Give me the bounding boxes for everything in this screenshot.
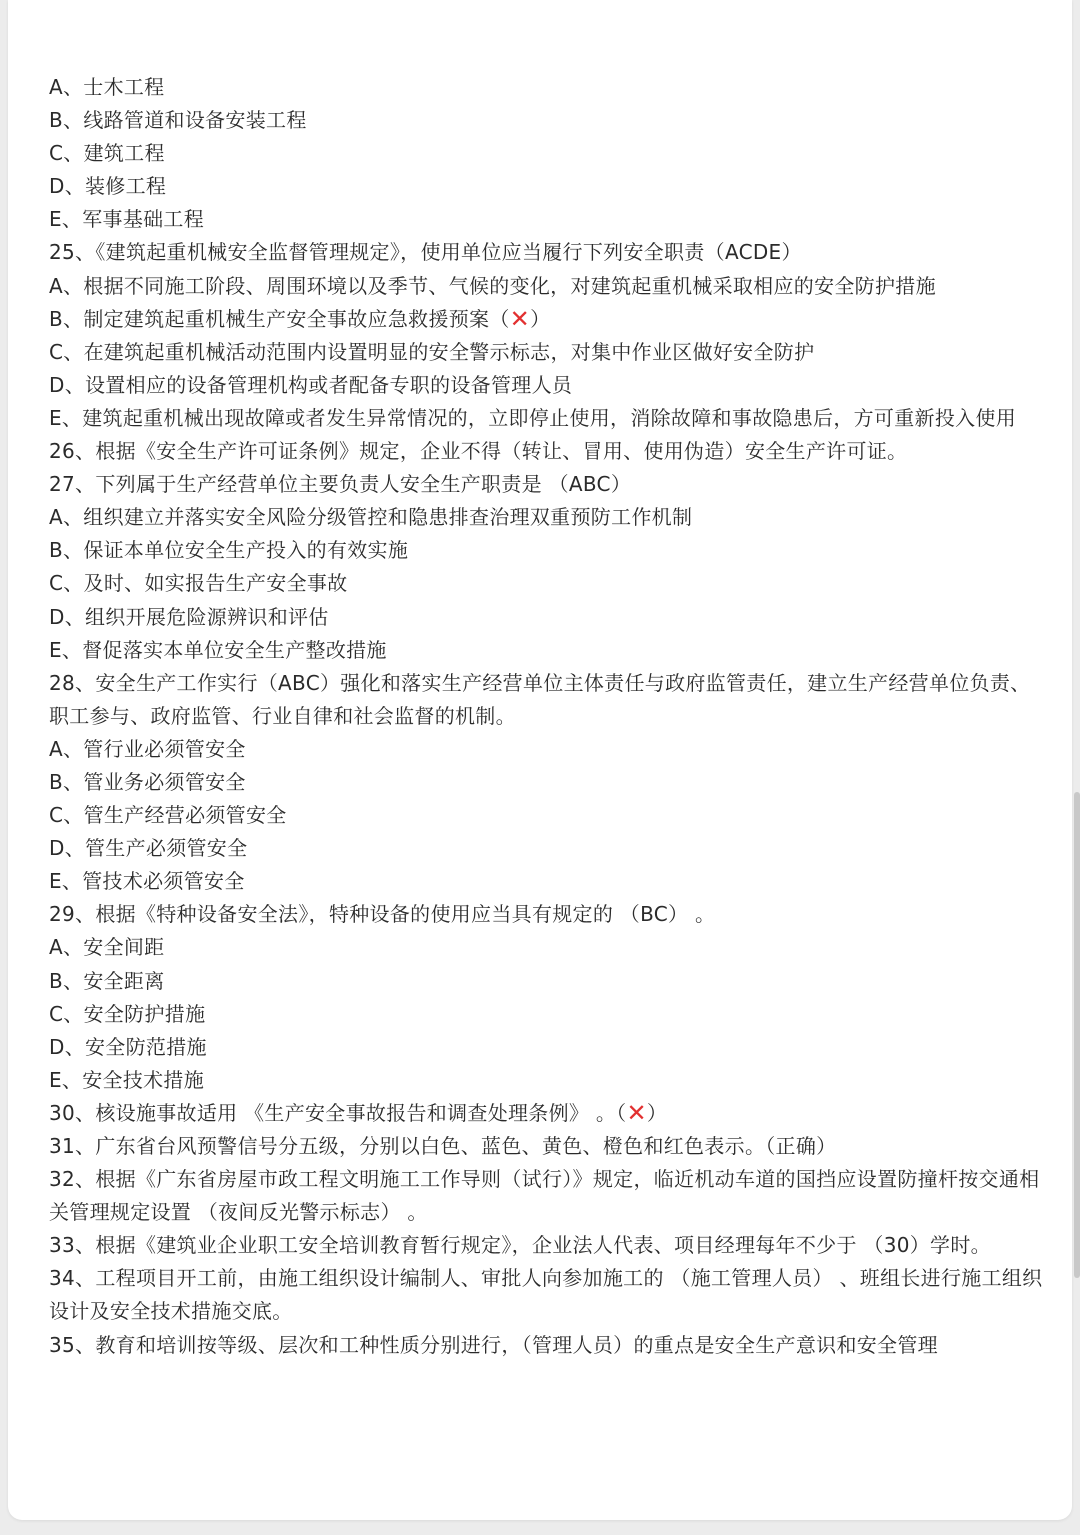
- mark-close-paren: ）: [530, 306, 551, 331]
- text-line: [49, 402, 1044, 435]
- mark-open-paren: （: [489, 306, 510, 331]
- text-line: [49, 1031, 1044, 1064]
- line-text: E、建筑起重机械出现故障或者发生异常情况的，立即停止使用，消除故障和事故隐患后，方可重新投入使用: [49, 405, 1017, 430]
- line-text: A、组织建立并落实安全风险分级管控和隐患排查治理双重预防工作机制: [49, 505, 693, 530]
- line-text: B、线路管道和设备安装工程: [49, 108, 307, 133]
- line-text: B、安全距离: [49, 968, 165, 993]
- line-text: A、根据不同施工阶段、周围环境以及季节、气候的变化，对建筑起重机械采取相应的安全防护措施: [49, 273, 936, 298]
- text-line: [49, 303, 1044, 336]
- line-text: A、士木工程: [49, 75, 165, 99]
- line-text: E、军事基础工程: [49, 207, 205, 232]
- text-line: [49, 1329, 1044, 1362]
- line-text: D、设置相应的设备管理机构或者配备专职的设备管理人员: [49, 372, 573, 397]
- line-text: B、制定建筑起重机械生产安全事故应急救援预案: [49, 306, 490, 331]
- line-text: B、管业务必须管安全: [49, 769, 246, 794]
- line-text: C、在建筑起重机械活动范围内设置明显的安全警示标志，对集中作业区做好安全防护: [49, 339, 815, 364]
- line-text: 28、安全生产工作实行（ABC）强化和落实生产经营单位主体责任与政府监管责任，建立生产经营单位负责、职工参与、政府监管、行业自律和社会监督的机制。: [49, 670, 1031, 728]
- cross-mark-icon: ✕: [509, 304, 531, 333]
- text-line: [49, 998, 1044, 1031]
- line-text: D、组织开展危险源辨识和评估: [49, 604, 329, 629]
- line-text: 29、根据《特种设备安全法》，特种设备的使用应当具有规定的 （BC） 。: [49, 902, 716, 927]
- text-line: [49, 1130, 1044, 1163]
- text-line: [49, 931, 1044, 964]
- text-line: [49, 567, 1044, 600]
- text-line: [49, 104, 1044, 137]
- text-line: [49, 203, 1044, 236]
- text-line: [49, 965, 1044, 998]
- question-list: [49, 71, 1044, 1362]
- line-text: A、管行业必须管安全: [49, 736, 246, 761]
- cross-mark-icon: ✕: [626, 1098, 647, 1127]
- line-text: 27、下列属于生产经营单位主要负责人安全生产职责是 （ABC）: [49, 472, 632, 497]
- text-line: [49, 1064, 1044, 1097]
- text-line: [49, 170, 1044, 203]
- text-line: [49, 634, 1044, 667]
- line-text: D、装修工程: [49, 174, 167, 199]
- line-text: D、安全防范措施: [49, 1034, 207, 1059]
- line-text: B、保证本单位安全生产投入的有效实施: [49, 538, 409, 563]
- line-text: E、安全技术措施: [49, 1067, 205, 1092]
- text-line: [49, 270, 1044, 303]
- line-text: 25、《建筑起重机械安全监督管理规定》，使用单位应当履行下列安全职责（ACDE）: [49, 240, 802, 265]
- line-text: C、建筑工程: [49, 141, 165, 166]
- text-line: [49, 137, 1044, 170]
- text-line: [49, 468, 1044, 501]
- text-line: [49, 369, 1044, 402]
- line-text: C、安全防护措施: [49, 1001, 206, 1026]
- mark-open-paren: （: [616, 1100, 627, 1125]
- line-text: D、管生产必须管安全: [49, 836, 248, 861]
- text-line: [49, 799, 1044, 832]
- text-line: [49, 733, 1044, 766]
- text-line: [49, 534, 1044, 567]
- line-text: 33、根据《建筑业企业职工安全培训教育暂行规定》，企业法人代表、项目经理每年不少于 （30）学时。: [49, 1233, 991, 1258]
- text-line: [49, 336, 1044, 369]
- line-text: A、安全间距: [49, 935, 165, 960]
- line-text: 32、根据《广东省房屋市政工程文明施工工作导则（试行）》规定，临近机动车道的国挡应设置防撞杆按交通相关管理规定设置 （夜间反光警示标志） 。: [49, 1167, 1040, 1225]
- text-line: [49, 435, 1044, 468]
- text-line: [49, 1163, 1044, 1229]
- text-line: [49, 898, 1044, 931]
- text-line: [49, 1097, 1044, 1130]
- text-line: [49, 1262, 1044, 1328]
- line-text: 26、根据《安全生产许可证条例》规定，企业不得（转让、冒用、使用伪造）安全生产许可证。: [49, 439, 908, 464]
- line-text: C、管生产经营必须管安全: [49, 803, 287, 828]
- text-line: [49, 236, 1044, 269]
- line-text: 31、广东省台风预警信号分五级，分别以白色、蓝色、黄色、橙色和红色表示。（正确）: [49, 1134, 837, 1158]
- line-text: 30、核设施事故适用 《生产安全事故报告和调查处理条例》 。: [49, 1100, 617, 1125]
- text-line: [49, 71, 1044, 104]
- text-line: [49, 501, 1044, 534]
- scrollbar[interactable]: [1074, 792, 1080, 1278]
- line-text: 35、教育和培训按等级、层次和工种性质分别进行，（管理人员）的重点是安全生产意识和安全管理: [49, 1332, 938, 1357]
- text-line: [49, 1229, 1044, 1262]
- line-text: C、及时、如实报告生产安全事故: [49, 571, 348, 596]
- mark-close-paren: ）: [646, 1100, 668, 1125]
- line-text: E、督促落实本单位安全生产整改措施: [49, 637, 387, 662]
- line-text: E、管技术必须管安全: [49, 869, 245, 894]
- text-line: [49, 601, 1044, 634]
- line-text: 34、工程项目开工前，由施工组织设计编制人、审批人向参加施工的 （施工管理人员） 、班组长进行施工组织设计及安全技术措施交底。: [49, 1266, 1043, 1324]
- text-line: [49, 667, 1044, 733]
- document-page: [8, 0, 1072, 1520]
- text-line: [49, 766, 1044, 799]
- text-line: [49, 865, 1044, 898]
- text-line: [49, 832, 1044, 865]
